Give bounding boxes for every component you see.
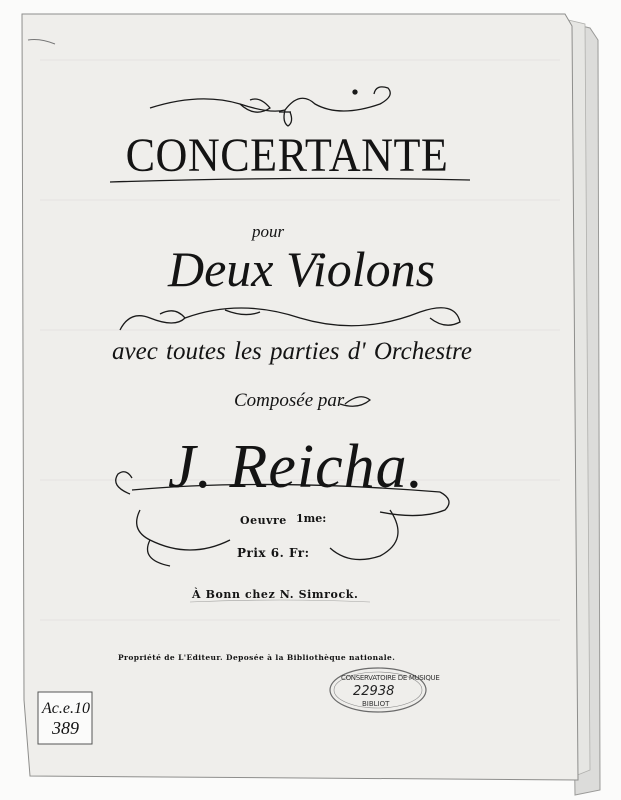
shelf-label-line1: Ac.e.10 — [42, 700, 90, 717]
shelf-label-line2: 389 — [52, 718, 79, 738]
stamp-header: CONSERVATOIRE DE MUSIQUE — [341, 674, 440, 682]
accompaniment-text: avec toutes les parties d' Orchestre — [112, 338, 472, 365]
page-title: CONCERTANTE — [125, 129, 449, 182]
stamp-footer: BIBLIOT — [362, 700, 390, 708]
stamp-number: 22938 — [353, 684, 395, 699]
property-notice: Propriété de L'Editeur. Deposée à la Bibliothèque nationale. — [118, 653, 396, 662]
price-text: Prix 6. Fr: — [237, 546, 310, 560]
opus-label: Oeuvre — [240, 514, 287, 527]
composed-by-text: Composée par — [234, 390, 345, 411]
opus-number: 1me: — [296, 512, 327, 525]
pour-text: pour — [252, 222, 285, 241]
composer-name: J. Reicha. — [168, 433, 425, 501]
instrument-text: Deux Violons — [168, 241, 436, 297]
publisher-text: À Bonn chez N. Simrock. — [192, 588, 359, 601]
